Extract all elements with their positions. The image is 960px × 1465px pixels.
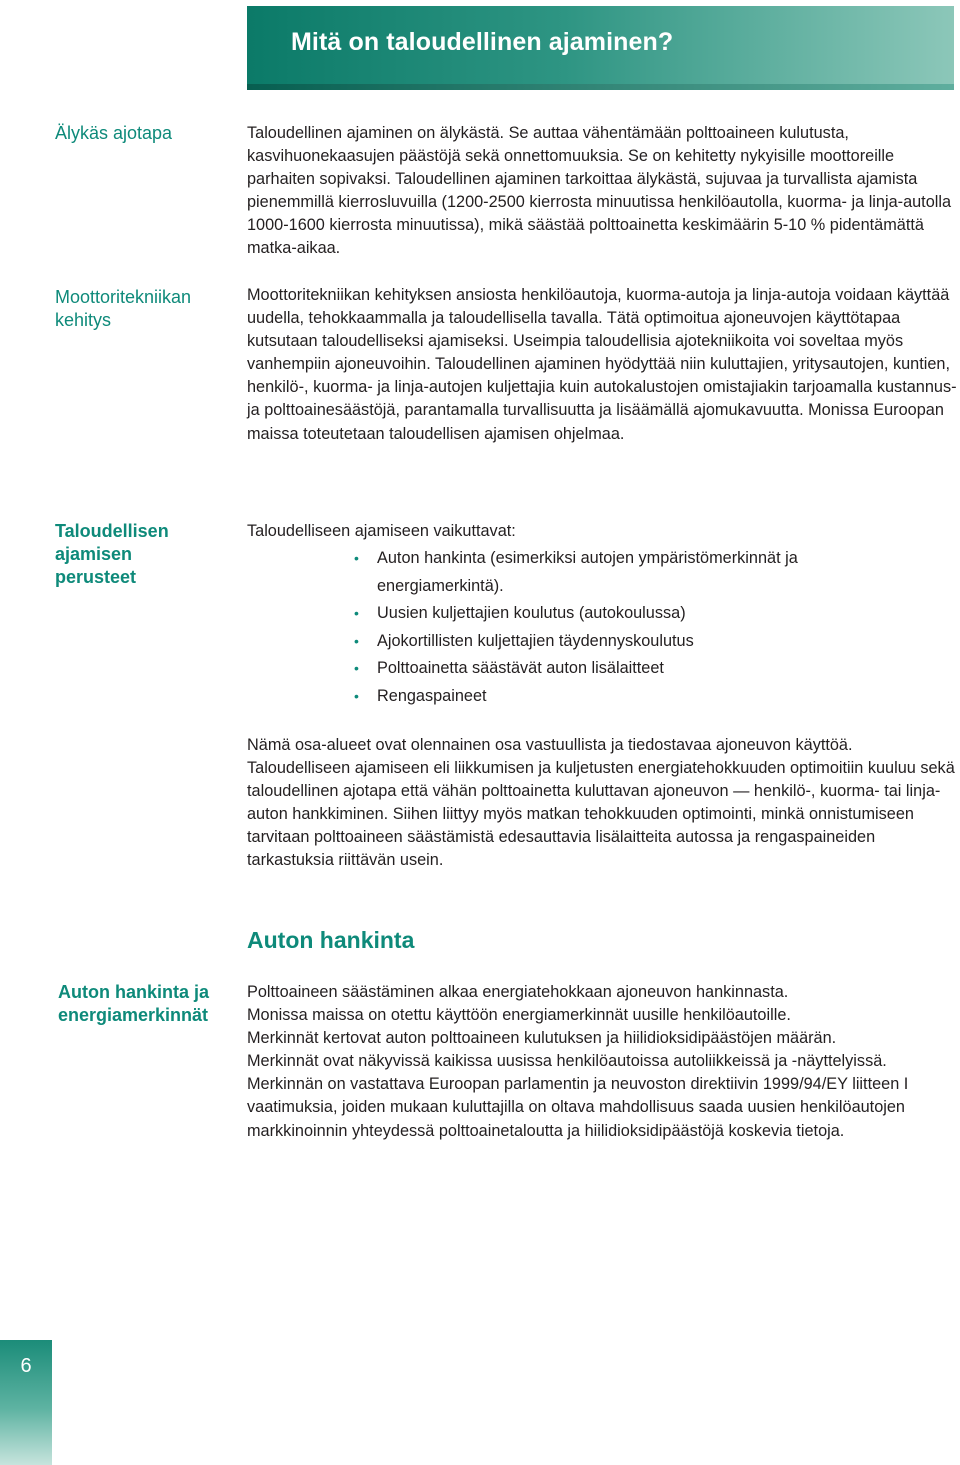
paragraph-basics-text: Nämä osa-alueet ovat olennainen osa vastuullista ja tiedostavaa ajoneuvon käyttöä. Taloudelliseen ajamiseen eli liikkumisen ja kuljetusten energiatehokkuuden optimoitiin kuuluu sekä taloudellinen ajotapa että vähän polttoainetta kuluttavan ajoneuvon — henkilö-, kuorma- tai linja-auton hankkiminen. Siihen liittyy myös matkan tehokkuuden optimointi, minkä onnistumiseen tarvitaan polttoaineen säästämistä edesauttavia lisälaitteita autossa ja rengaspaineiden tarkastuksia riittävän usein. [247, 736, 955, 870]
basics-intro-text: Taloudelliseen ajamiseen vaikuttavat: [247, 522, 516, 540]
paragraph-basics [247, 734, 959, 873]
basics-intro [247, 520, 959, 543]
section-heading-car-purchase: Auton hankinta [247, 927, 415, 953]
paragraph-smart-driving [247, 122, 959, 261]
paragraph-car-purchase [247, 981, 959, 1143]
bullet-icon: • [354, 605, 359, 621]
side-label-engine-technology: Moottoritekniikan kehitys [55, 287, 192, 330]
list-item [354, 600, 914, 628]
bullet-icon: • [354, 550, 359, 566]
car-purchase-line: Merkinnät ovat näkyvissä kaikissa uusissa henkilöautoissa autoliikkeissä ja -näyttelyissä. [247, 1052, 887, 1071]
list-item-text: Rengaspaineet [377, 686, 487, 705]
side-label-car-purchase: Auton hankinta ja energiamerkinnät [58, 982, 210, 1025]
car-purchase-line: Monissa maissa on otettu käyttöön energiamerkinnät uusille henkilöautoille. [247, 1006, 791, 1025]
basics-bullet-list [354, 545, 914, 710]
bullet-icon: • [354, 687, 359, 704]
page-number: 6 [20, 1355, 32, 1377]
list-item [354, 683, 914, 711]
paragraph-smart-driving-text: Taloudellinen ajaminen on älykästä. Se auttaa vähentämään polttoaineen kulutusta, kasvihuonekaasujen päästöjä sekä onnettomuuksia. Se on kehitetty nykyisille moottoreille parhaiten sopivaksi. Taloudellinen ajaminen tarkoittaa älykästä, sujuvaa ja turvallista ajamista pienemmillä kierrosluvuilla (1200-2500 kierrosta minuutissa henkilöautolla, kuorma- ja linja-autolla 1000-1600 kierrosta minuutissa), mikä säästää polttoainetta keskimäärin 5-10 % pidentämättä matka-aikaa. [247, 124, 952, 258]
bullet-icon: • [354, 632, 359, 649]
car-purchase-line: Merkinnän on vastattava Euroopan parlamentin ja neuvoston direktiivin 1999/94/EY liitteen I vaatimuksia, joiden mukaan kuluttajilla on oltava mahdollisuus saada uusien henkilöautojen markkinoinnin yhteydessä polttoainetaloutta ja hiilidioksidipäästöjä koskevia tietoja. [247, 1075, 909, 1140]
page-number-tab [0, 1340, 52, 1465]
header-banner [247, 6, 954, 90]
car-purchase-line: Merkinnät kertovat auton polttoaineen kulutuksen ja hiilidioksidipäästöjen määrän. [247, 1029, 837, 1048]
bullet-icon: • [354, 660, 359, 676]
list-item [354, 545, 914, 600]
list-item [354, 628, 914, 656]
car-purchase-line: Polttoaineen säästäminen alkaa energiatehokkaan ajoneuvon hankinnasta. [247, 983, 789, 1001]
list-item-text: Ajokortillisten kuljettajien täydennyskoulutus [377, 631, 694, 650]
paragraph-engine-technology [247, 284, 959, 446]
page-title: Mitä on taloudellinen ajaminen? [291, 28, 674, 56]
header-shadow [247, 84, 954, 90]
list-item-text: Polttoainetta säästävät auton lisälaitteet [377, 659, 664, 677]
side-label-basics: Taloudellisen ajamisen perusteet [55, 521, 169, 587]
paragraph-engine-technology-text: Moottoritekniikan kehityksen ansiosta henkilöautoja, kuorma-autoja ja linja-autoja voidaan käyttää uudella, tehokkaammalla ja taloudellisella tavalla. Tätä optimoitua ajoneuvojen käyttötapaa kutsutaan taloudelliseksi ajamiseksi. Useimpia taloudellisia ajotekniikoita voi soveltaa myös vanhempiin ajoneuvoihin. Taloudellinen ajaminen hyödyttää niin kuluttajien, yritysautojen, kuntien, henkilö-, kuorma- ja linja-autojen kuljettajia kuin autokalustojen omistajiakin tarjoamalla kustannus- ja polttoainesäästöjä, parantamalla turvallisuutta ja lisäämällä ajomukavuutta. Monissa Euroopan maissa toteutetaan taloudellisen ajamisen ohjelmaa. [247, 286, 957, 443]
list-item [354, 655, 914, 683]
side-label-smart-driving: Älykäs ajotapa [55, 123, 173, 143]
list-item-text: Auton hankinta (esimerkiksi autojen ympäristömerkinnät ja energiamerkintä). [377, 549, 798, 595]
list-item-text: Uusien kuljettajien koulutus (autokoulussa) [377, 604, 686, 622]
